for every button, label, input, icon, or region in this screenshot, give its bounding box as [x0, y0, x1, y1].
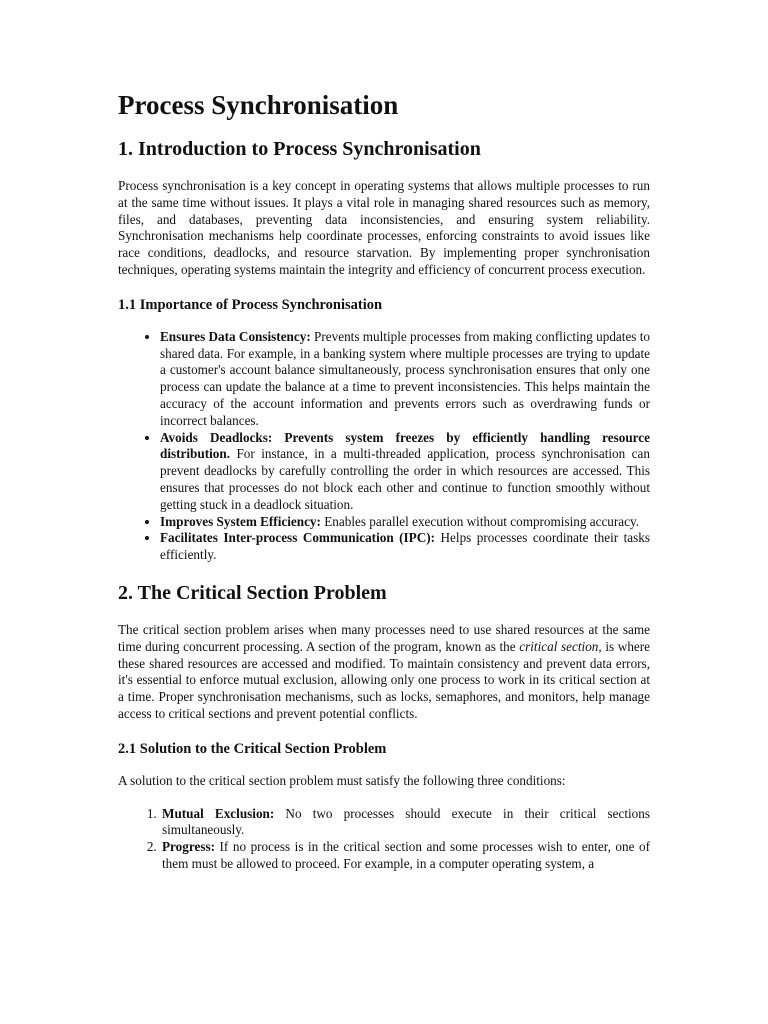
importance-list	[118, 329, 650, 564]
list-item-text: Enables parallel execution without compromising accuracy.	[320, 513, 640, 529]
list-item-term: Ensures Data Consistency:	[160, 328, 311, 344]
section-2-1-intro: A solution to the critical section problem must satisfy the following three conditions:	[118, 772, 566, 788]
list-item	[160, 839, 650, 873]
document-title: Process Synchronisation	[118, 90, 399, 120]
list-item-text: No two processes should execute in their critical sections simultaneously.	[162, 805, 651, 838]
section-1-heading: 1. Introduction to Process Synchronisation	[118, 138, 481, 160]
paragraph-text: The critical section problem arises when many processes need to use shared resources at the same time during concurrent processing. A section of the program, known as the	[118, 621, 650, 654]
list-item-text: Prevents multiple processes from making conflicting updates to shared data. For example, in a banking system where multiple processes are trying to update a customer's account balance simultaneously, process synchronisation ensures that only one process can update the balance at a time to prevent inconsistencies. This helps maintain the accuracy of the account information and prevents errors such as overdrawing funds or incorrect balances.	[160, 328, 650, 428]
conditions-list	[118, 806, 650, 873]
list-item-term: Avoids Deadlocks: Prevents system freezes by efficiently handling resource distribution.	[160, 429, 650, 462]
list-item-term: Improves System Efficiency:	[160, 513, 321, 529]
list-item-text: For instance, in a multi-threaded application, process synchronisation can prevent deadlocks by carefully controlling the order in which resources are accessed. This ensures that processes do not block each other and continue to function smoothly without getting stuck in a deadlock situation.	[160, 446, 650, 512]
paragraph-emphasis: critical section	[519, 638, 599, 654]
list-item-text: Helps processes coordinate their tasks efficiently.	[160, 530, 650, 563]
section-1-paragraph: Process synchronisation is a key concept in operating systems that allows multiple processes to run at the same time without issues. It plays a vital role in managing shared resources such as memory, files, and databases, preventing data inconsistencies, and ensuring system reliability. Synchronisation mechanisms help coordinate processes, enforcing constraints to avoid issues like race conditions, deadlocks, and resource starvation. By implementing proper synchronisation techniques, operating systems maintain the integrity and efficiency of concurrent process execution.	[118, 178, 650, 277]
list-item-term: Facilitates Inter-process Communication (IPC):	[160, 530, 436, 546]
list-item	[160, 514, 650, 531]
section-2-paragraph	[118, 622, 650, 723]
list-item-term: Mutual Exclusion:	[162, 805, 275, 821]
paragraph-text: , is where these shared resources are accessed and modified. To maintain consistency and prevent data errors, it's essential to enforce mutual exclusion, allowing only one process to work in its critical section at a time. Proper synchronisation mechanisms, such as locks, semaphores, and monitors, help manage access to critical sections and prevent potential conflicts.	[118, 638, 651, 721]
list-item	[160, 530, 650, 564]
list-item-term: Progress:	[162, 839, 215, 855]
section-2-1-heading: 2.1 Solution to the Critical Section Problem	[118, 740, 387, 757]
section-2-heading: 2. The Critical Section Problem	[118, 581, 387, 604]
list-item-text: If no process is in the critical section and some processes wish to enter, one of them must be allowed to proceed. For example, in a computer operating system, a	[162, 839, 650, 871]
list-item	[160, 430, 650, 514]
list-item	[160, 329, 650, 430]
list-item	[160, 806, 650, 840]
document-page	[118, 88, 650, 889]
section-1-1-heading: 1.1 Importance of Process Synchronisation	[118, 296, 383, 313]
